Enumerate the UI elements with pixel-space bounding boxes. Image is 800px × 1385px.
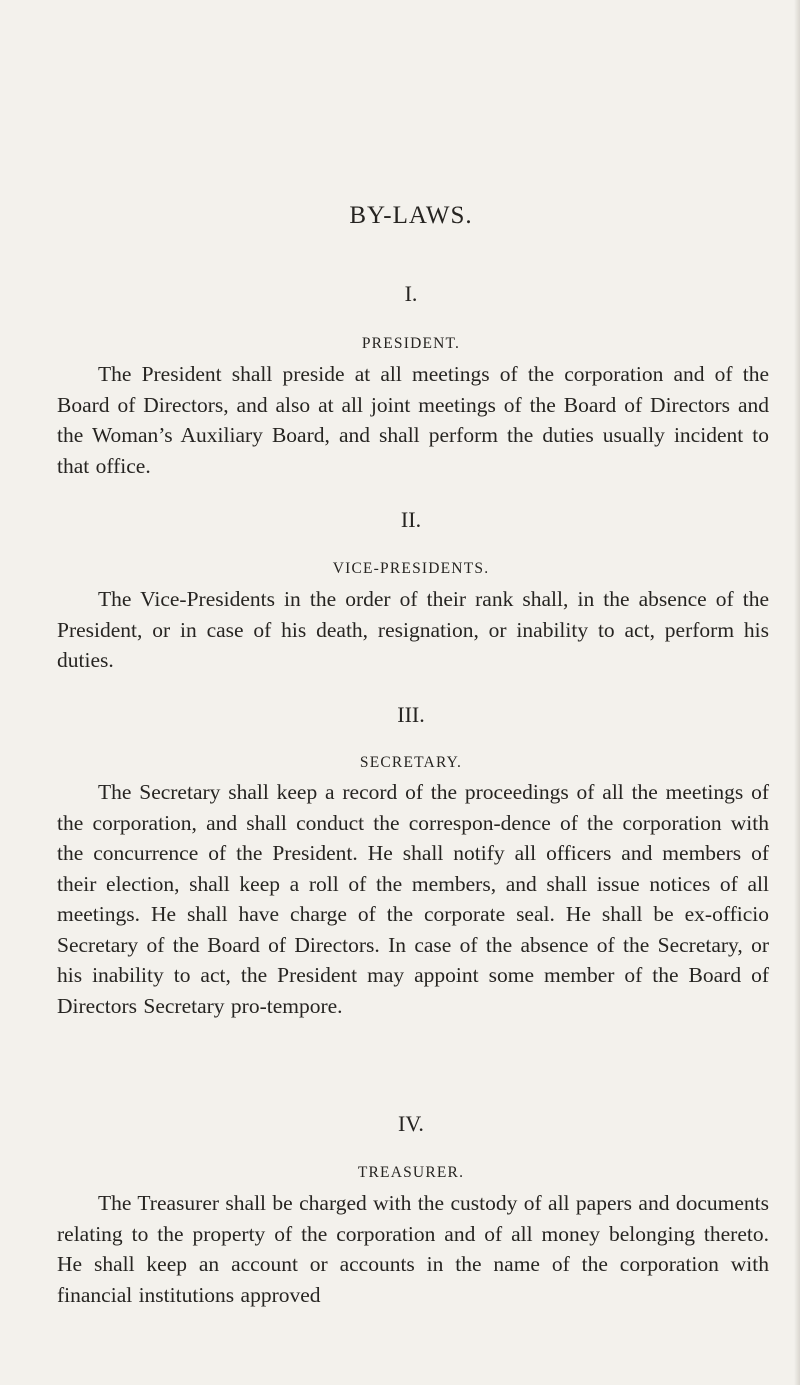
section-number-4: IV.: [398, 1111, 424, 1136]
section-number-3: III.: [397, 702, 425, 727]
section-text-secretary: The Secretary shall keep a record of the proceedings of all the meetings of the corporation, and shall conduct the correspon-dence of the corporation with the concurrence of the President. He shall notify all officers and members of their election, shall keep a roll of the members, and shall issue notices of all meetings. He shall have charge of the corporate seal. He shall be ex-officio Secretary of the Board of Directors. In case of the absence of the Secretary, or his inability to act, the President may appoint some member of the Board of Directors Secretary pro-tempore.: [57, 780, 769, 1018]
section-heading-treasurer: TREASURER.: [357, 1164, 465, 1181]
section-text-treasurer: The Treasurer shall be charged with the custody of all papers and documents relating to the property of the corporation and of all money belonging thereto. He shall keep an account or accounts in the name of the corporation with financial institutions approved: [57, 1191, 769, 1307]
section-number-1: I.: [404, 281, 418, 306]
section-heading-president: PRESIDENT.: [361, 335, 461, 352]
section-heading-secretary: SECRETARY.: [359, 754, 463, 771]
document-title: BY-LAWS.: [349, 202, 473, 229]
section-number-2: II.: [400, 507, 422, 532]
section-heading-vice-presidents: VICE-PRESIDENTS.: [332, 560, 490, 577]
section-text-vice-presidents: The Vice-Presidents in the order of their rank shall, in the absence of the President, or in case of his death, resignation, or inability to act, perform his duties.: [57, 587, 769, 672]
section-text-president: The President shall preside at all meetings of the corporation and of the Board of Directors, and also at all joint meetings of the Board of Directors and the Woman’s Auxiliary Board, and shall perform the duties usually incident to that office.: [57, 362, 769, 478]
